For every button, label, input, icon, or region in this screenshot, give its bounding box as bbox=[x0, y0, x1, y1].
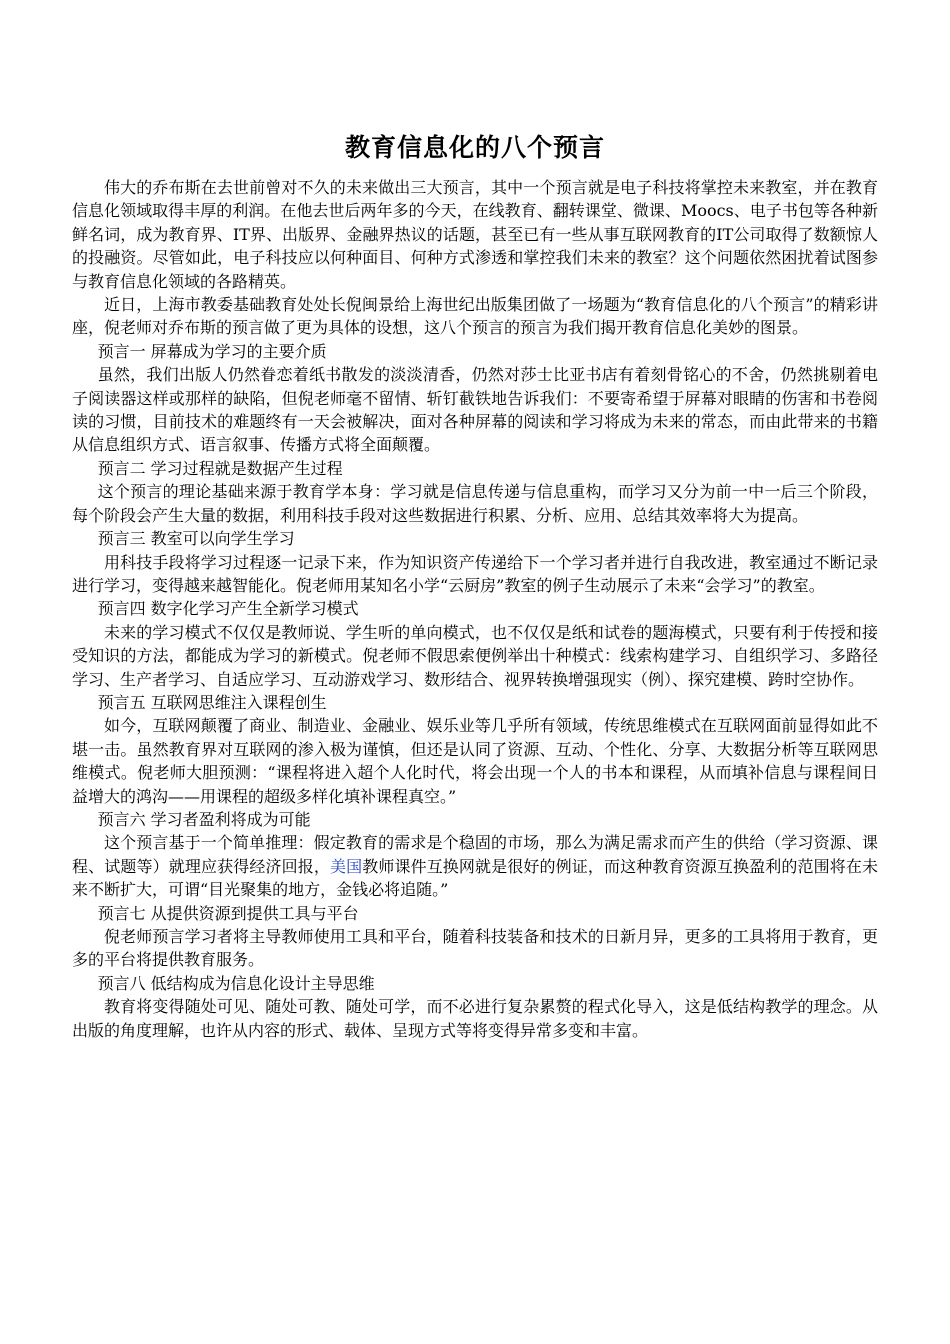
section-heading-3: 预言三 教室可以向学生学习 bbox=[97, 529, 295, 549]
document-title: 教育信息化的八个预言 bbox=[344, 133, 605, 162]
section-body-7: 倪老师预言学习者将主导教师使用工具和平台，随着科技装备和技术的日新月异，更多的工具将用于教育，更多的平台将提供教育服务。 bbox=[72, 927, 878, 970]
section-body-8: 教育将变得随处可见、随处可教、随处可学，而不必进行复杂累赘的程式化导入，这是低结构教学的理念。从出版的角度理解，也许从内容的形式、载体、呈现方式等将变得异常多变和丰富。 bbox=[72, 997, 878, 1040]
section-heading-5: 预言五 互联网思维注入课程创生 bbox=[97, 692, 327, 712]
section-heading-4: 预言四 数字化学习产生全新学习模式 bbox=[97, 599, 359, 619]
section-body-6-pre: 这个预言基于一个简单推理：假定教育的需求是个稳固的市场，那么为满足需求而产生的供给（学习资源、课程、试题等）就理应获得经济回报， bbox=[72, 833, 878, 876]
document-page bbox=[72, 128, 878, 1042]
section-body-2: 这个预言的理论基础来源于教育学本身：学习就是信息传递与信息重构，而学习又分为前一中一后三个阶段，每个阶段会产生大量的数据，利用科技手段对这些数据进行积累、分析、应用、总结其效率将大为提高。 bbox=[72, 482, 878, 525]
section-heading-6: 预言六 学习者盈利将成为可能 bbox=[97, 809, 311, 829]
section-body-6 bbox=[72, 831, 878, 901]
usa-link[interactable]: 美国 bbox=[329, 856, 363, 876]
section-body-6-post: 教师课件互换网就是很好的例证，而这种教育资源互换盈利的范围将在未来不断扩大，可谓“目光聚集的地方，金钱必将追随。” bbox=[72, 856, 878, 900]
section-heading-1: 预言一 屏幕成为学习的主要介质 bbox=[97, 341, 327, 361]
section-heading-8: 预言八 低结构成为信息化设计主导思维 bbox=[97, 973, 375, 993]
intro-paragraph-1: 伟大的乔布斯在去世前曾对不久的未来做出三大预言，其中一个预言就是电子科技将掌控未来教室，并在教育信息化领域取得丰厚的利润。在他去世后两年多的今天，在线教育、翻转课堂、微课、Moocs、电子书包等各种新鲜名词，成为教育界、IT界、出版界、金融界热议的话题，甚至已有一些从事互联网教育的IT公司取得了数额惊人的投融资。尽管如此，电子科技应以何种面目、何种方式渗透和掌控我们未来的教室？这个问题依然困扰着试图参与教育信息化领域的各路精英。 bbox=[72, 178, 878, 291]
intro-paragraph-2: 近日，上海市教委基础教育处处长倪闽景给上海世纪出版集团做了一场题为“教育信息化的八个预言”的精彩讲座，倪老师对乔布斯的预言做了更为具体的设想，这八个预言的预言为我们揭开教育信息化美妙的图景。 bbox=[72, 295, 878, 338]
section-body-3: 用科技手段将学习过程逐一记录下来，作为知识资产传递给下一个学习者并进行自我改进，教室通过不断记录进行学习，变得越来越智能化。倪老师用某知名小学“云厨房”教室的例子生动展示了未来“会学习”的教室。 bbox=[72, 552, 878, 595]
section-body-4: 未来的学习模式不仅仅是教师说、学生听的单向模式，也不仅仅是纸和试卷的题海模式，只要有利于传授和接受知识的方法，都能成为学习的新模式。倪老师不假思索便例举出十种模式：线索构建学习、自组织学习、多路径学习、生产者学习、自适应学习、互动游戏学习、数形结合、视界转换增强现实（例）、探究建模、跨时空协作。 bbox=[72, 622, 878, 689]
section-body-5: 如今，互联网颠覆了商业、制造业、金融业、娱乐业等几乎所有领域，传统思维模式在互联网面前显得如此不堪一击。虽然教育界对互联网的渗入极为谨慎，但还是认同了资源、互动、个性化、分享、大数据分析等互联网思维模式。倪老师大胆预测：“课程将进入超个人化时代，将会出现一个人的书本和课程，从而填补信息与课程间日益增大的鸿沟——用课程的超级多样化填补课程真空。” bbox=[72, 716, 878, 806]
section-body-1: 虽然，我们出版人仍然眷恋着纸书散发的淡淡清香，仍然对莎士比亚书店有着刻骨铭心的不舍，仍然挑剔着电子阅读器这样或那样的缺陷，但倪老师毫不留情、斩钉截铁地告诉我们：不要寄希望于屏幕对眼睛的伤害和书卷阅读的习惯，目前技术的难题终有一天会被解决，面对各种屏幕的阅读和学习将成为未来的常态，而由此带来的书籍从信息组织方式、语言叙事、传播方式将全面颠覆。 bbox=[72, 365, 878, 455]
section-heading-2: 预言二 学习过程就是数据产生过程 bbox=[97, 458, 343, 478]
section-heading-7: 预言七 从提供资源到提供工具与平台 bbox=[97, 903, 359, 923]
